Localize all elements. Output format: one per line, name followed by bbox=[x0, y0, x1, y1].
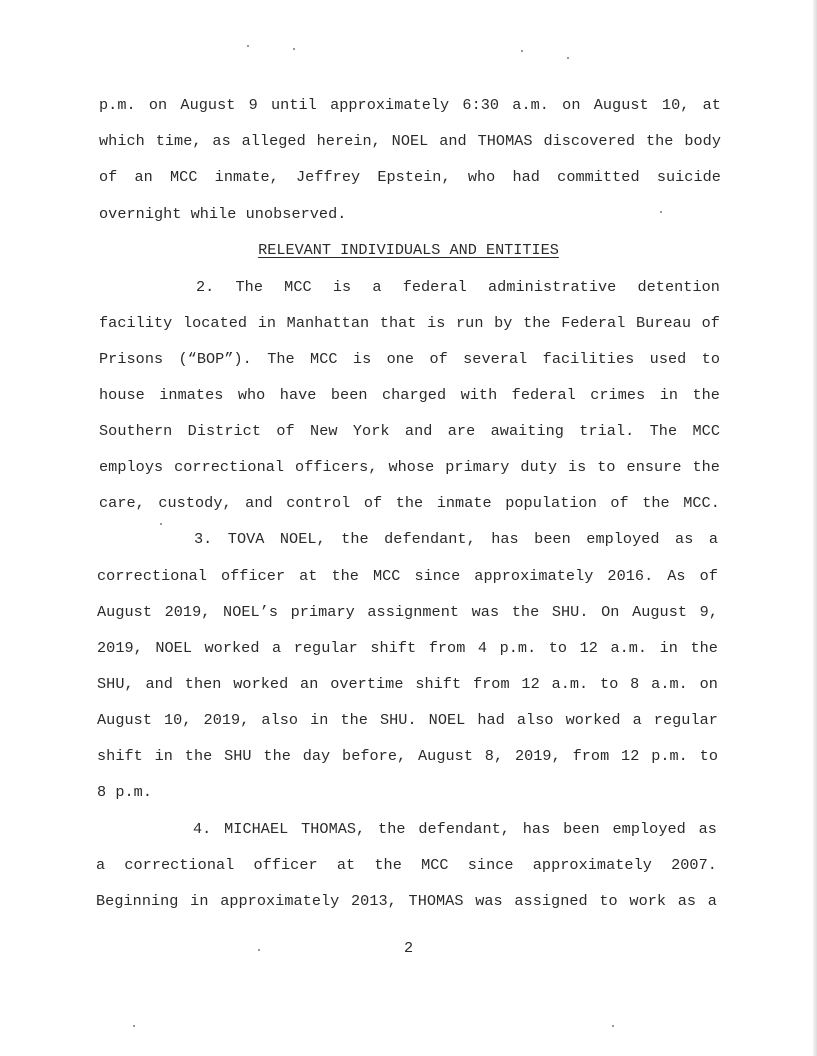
word: Bureau bbox=[636, 314, 691, 332]
word: NOEL bbox=[155, 639, 192, 657]
word: to bbox=[701, 350, 720, 368]
word: to bbox=[699, 747, 718, 765]
word: shift bbox=[415, 675, 462, 693]
word: SHU, bbox=[97, 675, 134, 693]
word: correctional bbox=[174, 458, 285, 476]
word: also bbox=[516, 711, 554, 729]
text-line bbox=[97, 710, 718, 730]
word: The bbox=[267, 350, 295, 368]
text-line bbox=[99, 385, 720, 405]
word: care, bbox=[99, 494, 145, 512]
word: to bbox=[599, 892, 618, 910]
word: August bbox=[632, 603, 688, 621]
word: inmate, bbox=[214, 168, 279, 186]
word: crimes bbox=[590, 386, 646, 404]
word: awaiting bbox=[490, 422, 564, 440]
scan-speck bbox=[660, 211, 662, 213]
word: as bbox=[212, 132, 231, 150]
word: custody, bbox=[158, 494, 232, 512]
word: MCC bbox=[421, 856, 449, 874]
word: had bbox=[477, 711, 505, 729]
text-line bbox=[97, 746, 718, 766]
word: is bbox=[332, 278, 352, 296]
word: several bbox=[463, 350, 528, 368]
word: a bbox=[708, 530, 718, 548]
word: Epstein, bbox=[377, 168, 451, 186]
word: from bbox=[572, 747, 610, 765]
word: shift bbox=[370, 639, 417, 657]
text-line bbox=[96, 891, 717, 911]
word: a.m. bbox=[610, 639, 648, 657]
word: defendant, bbox=[384, 530, 476, 548]
word: from bbox=[428, 639, 466, 657]
section-heading-text: RELEVANT INDIVIDUALS AND ENTITIES bbox=[258, 241, 559, 259]
word: an bbox=[300, 675, 319, 693]
word: 12 bbox=[579, 639, 598, 657]
word: has bbox=[491, 530, 519, 548]
word: the bbox=[692, 458, 720, 476]
word: MCC bbox=[170, 168, 198, 186]
word: defendant, bbox=[418, 820, 510, 838]
word: of bbox=[363, 494, 383, 512]
scan-speck bbox=[160, 523, 162, 525]
word: who bbox=[237, 386, 266, 404]
word: work bbox=[629, 892, 667, 910]
word: SHU. bbox=[379, 711, 417, 729]
word: 2019, bbox=[97, 639, 143, 657]
word: on bbox=[148, 96, 168, 114]
word: (“BOP”). bbox=[178, 350, 252, 368]
word: also bbox=[261, 711, 299, 729]
word: on bbox=[699, 675, 718, 693]
word: is bbox=[352, 350, 372, 368]
word: alleged bbox=[241, 132, 306, 150]
word: Manhattan bbox=[286, 314, 370, 332]
word: who bbox=[467, 168, 496, 186]
word: 6:30 bbox=[462, 96, 500, 114]
word: p.m. bbox=[99, 96, 136, 114]
text-line bbox=[99, 95, 721, 115]
word: employed bbox=[586, 530, 660, 548]
word: had bbox=[512, 168, 540, 186]
word: August bbox=[97, 711, 152, 729]
word: a bbox=[96, 856, 106, 874]
word: and bbox=[145, 675, 173, 693]
word: the bbox=[642, 494, 670, 512]
text-line bbox=[99, 313, 720, 333]
word: TOVA bbox=[227, 530, 265, 548]
word: by bbox=[494, 314, 513, 332]
word: with bbox=[460, 386, 498, 404]
word: of bbox=[429, 350, 448, 368]
word: population bbox=[505, 494, 597, 512]
word: the bbox=[331, 567, 359, 585]
word: approximately bbox=[220, 892, 340, 910]
word: facilities bbox=[542, 350, 635, 368]
word: 10, bbox=[661, 96, 690, 114]
word: SHU. bbox=[551, 603, 589, 621]
word: Jeffrey bbox=[296, 168, 361, 186]
word: 12 bbox=[621, 747, 640, 765]
word: regular bbox=[293, 639, 358, 657]
word: SHU bbox=[224, 747, 252, 765]
word: body bbox=[684, 132, 721, 150]
word: at bbox=[702, 96, 721, 114]
word: has bbox=[522, 820, 551, 838]
word: 9 bbox=[248, 96, 258, 114]
text-line bbox=[99, 349, 720, 369]
word: and bbox=[245, 494, 273, 512]
word: 10, bbox=[164, 711, 192, 729]
word: discovered bbox=[543, 132, 636, 150]
word: house bbox=[99, 386, 145, 404]
word: 9, bbox=[699, 603, 718, 621]
word: 2016. bbox=[607, 567, 654, 585]
word: herein, bbox=[316, 132, 381, 150]
word: to bbox=[600, 675, 619, 693]
word: primary bbox=[290, 603, 355, 621]
word: federal bbox=[402, 278, 467, 296]
word: August bbox=[180, 96, 236, 114]
word: in bbox=[310, 711, 329, 729]
scan-speck bbox=[612, 1025, 614, 1027]
word: the bbox=[374, 856, 402, 874]
word: MCC bbox=[284, 278, 312, 296]
word: a.m. bbox=[512, 96, 549, 114]
word: been bbox=[534, 530, 571, 548]
word: the bbox=[378, 820, 406, 838]
word: 2019, bbox=[164, 603, 211, 621]
word: THOMAS bbox=[477, 132, 533, 150]
word: approximately bbox=[474, 567, 594, 585]
word: August bbox=[418, 747, 473, 765]
word: the bbox=[263, 747, 291, 765]
word: p.m. bbox=[499, 639, 537, 657]
word: the bbox=[511, 603, 540, 621]
word: Prisons bbox=[99, 350, 164, 368]
word: run bbox=[456, 314, 484, 332]
word: MCC. bbox=[683, 494, 720, 512]
word: Southern bbox=[99, 422, 173, 440]
word: ensure bbox=[626, 458, 682, 476]
word: administrative bbox=[488, 278, 617, 296]
word: MICHAEL bbox=[224, 820, 289, 838]
word: August bbox=[97, 603, 152, 621]
word: whose bbox=[388, 458, 435, 476]
word: Beginning bbox=[96, 892, 179, 910]
word: as bbox=[675, 530, 694, 548]
text-line: overnight while unobserved. bbox=[99, 205, 347, 223]
word: the bbox=[523, 314, 551, 332]
word: used bbox=[649, 350, 687, 368]
text-line bbox=[96, 855, 717, 875]
word: The bbox=[649, 422, 678, 440]
word: located bbox=[182, 314, 248, 332]
word: 4. bbox=[193, 820, 212, 838]
word: 2. bbox=[196, 278, 215, 296]
word: and bbox=[439, 132, 467, 150]
word: trial. bbox=[579, 422, 635, 440]
word: primary bbox=[445, 458, 510, 476]
word: the bbox=[340, 711, 368, 729]
word: are bbox=[447, 422, 476, 440]
text-line: 8 p.m. bbox=[97, 783, 152, 801]
word: committed bbox=[557, 168, 640, 186]
word: overtime bbox=[330, 675, 404, 693]
word: the bbox=[395, 494, 424, 512]
word: then bbox=[184, 675, 222, 693]
word: until bbox=[271, 96, 317, 114]
word: approximately bbox=[330, 96, 450, 114]
word: The bbox=[235, 278, 263, 296]
word: of bbox=[701, 314, 720, 332]
word: was bbox=[475, 892, 503, 910]
word: THOMAS bbox=[408, 892, 464, 910]
word: the bbox=[645, 132, 674, 150]
word: a bbox=[272, 639, 282, 657]
word: p.m. bbox=[651, 747, 688, 765]
word: in bbox=[257, 314, 277, 332]
scan-speck bbox=[567, 57, 569, 59]
word: NOEL, bbox=[279, 530, 326, 548]
word: detention bbox=[637, 278, 720, 296]
word: Federal bbox=[561, 314, 626, 332]
word: control bbox=[286, 494, 351, 512]
word: day bbox=[302, 747, 331, 765]
word: employs bbox=[99, 458, 164, 476]
scan-speck bbox=[521, 50, 523, 52]
word: assignment bbox=[367, 603, 460, 621]
word: in bbox=[659, 639, 678, 657]
word: at bbox=[336, 856, 356, 874]
word: NOEL’s bbox=[223, 603, 279, 621]
word: in bbox=[190, 892, 209, 910]
word: inmates bbox=[159, 386, 224, 404]
word: in bbox=[154, 747, 173, 765]
word: New bbox=[310, 422, 338, 440]
word: NOEL bbox=[428, 711, 466, 729]
word: that bbox=[379, 314, 417, 332]
word: of bbox=[610, 494, 629, 512]
word: one bbox=[386, 350, 415, 368]
word: facility bbox=[99, 314, 173, 332]
word: from bbox=[472, 675, 510, 693]
word: is bbox=[427, 314, 446, 332]
page-edge-shadow bbox=[813, 0, 817, 1056]
word: which bbox=[99, 132, 145, 150]
word: District bbox=[187, 422, 261, 440]
word: time, bbox=[155, 132, 202, 150]
text-line bbox=[99, 421, 720, 441]
word: York bbox=[352, 422, 390, 440]
word: is bbox=[567, 458, 587, 476]
word: since bbox=[467, 856, 514, 874]
word: 2013, bbox=[351, 892, 397, 910]
word: of bbox=[276, 422, 295, 440]
word: suicide bbox=[656, 168, 721, 186]
word: 4 bbox=[477, 639, 488, 657]
word: August bbox=[593, 96, 649, 114]
word: employed bbox=[612, 820, 686, 838]
word: correctional bbox=[97, 567, 207, 585]
word: 2019, bbox=[514, 747, 561, 765]
word: before, bbox=[342, 747, 407, 765]
text-line bbox=[99, 493, 720, 513]
word: have bbox=[279, 386, 317, 404]
word: 3. bbox=[194, 530, 213, 548]
word: assigned bbox=[514, 892, 588, 910]
word: MCC bbox=[372, 567, 401, 585]
word: at bbox=[299, 567, 318, 585]
word: 8, bbox=[484, 747, 504, 765]
text-line bbox=[97, 566, 718, 586]
word: duty bbox=[520, 458, 558, 476]
word: been bbox=[563, 820, 600, 838]
text-line bbox=[194, 529, 718, 549]
word: a bbox=[707, 892, 717, 910]
word: the bbox=[692, 386, 720, 404]
word: as bbox=[677, 892, 697, 910]
word: 8 bbox=[630, 675, 640, 693]
word: an bbox=[134, 168, 153, 186]
word: the bbox=[690, 639, 718, 657]
word: to bbox=[548, 639, 568, 657]
word: 12 bbox=[521, 675, 540, 693]
word: MCC bbox=[692, 422, 720, 440]
word: and bbox=[404, 422, 433, 440]
word: NOEL bbox=[391, 132, 429, 150]
word: worked bbox=[233, 675, 289, 693]
word: a bbox=[372, 278, 382, 296]
scan-speck bbox=[293, 48, 295, 50]
text-line bbox=[193, 819, 717, 839]
word: on bbox=[562, 96, 581, 114]
text-line bbox=[97, 674, 718, 694]
page-number: 2 bbox=[403, 939, 414, 957]
word: a.m. bbox=[651, 675, 688, 693]
word: worked bbox=[204, 639, 260, 657]
scan-speck bbox=[258, 949, 260, 951]
word: shift bbox=[97, 747, 143, 765]
word: was bbox=[471, 603, 500, 621]
word: worked bbox=[565, 711, 621, 729]
word: On bbox=[601, 603, 620, 621]
word: officer bbox=[253, 856, 318, 874]
text-line bbox=[196, 277, 720, 297]
text-line bbox=[97, 602, 718, 622]
word: correctional bbox=[124, 856, 235, 874]
scan-speck bbox=[133, 1025, 135, 1027]
text-line bbox=[97, 638, 718, 658]
text-line bbox=[99, 131, 721, 151]
word: inmate bbox=[436, 494, 492, 512]
word: of bbox=[99, 168, 118, 186]
word: As bbox=[667, 567, 686, 585]
word: the bbox=[341, 530, 369, 548]
word: as bbox=[698, 820, 717, 838]
word: since bbox=[414, 567, 461, 585]
word: to bbox=[597, 458, 616, 476]
word: 2007. bbox=[671, 856, 717, 874]
word: MCC bbox=[310, 350, 338, 368]
text-line bbox=[99, 457, 720, 477]
word: officer bbox=[220, 567, 286, 585]
word: a bbox=[632, 711, 642, 729]
word: charged bbox=[381, 386, 447, 404]
word: of bbox=[699, 567, 718, 585]
word: the bbox=[184, 747, 213, 765]
section-heading bbox=[0, 240, 817, 260]
word: regular bbox=[653, 711, 718, 729]
word: officers, bbox=[295, 458, 378, 476]
word: in bbox=[659, 386, 679, 404]
word: been bbox=[330, 386, 368, 404]
word: a.m. bbox=[551, 675, 589, 693]
word: 2019, bbox=[203, 711, 250, 729]
word: THOMAS, bbox=[301, 820, 366, 838]
word: approximately bbox=[532, 856, 652, 874]
word: federal bbox=[511, 386, 576, 404]
text-line bbox=[99, 167, 721, 187]
scan-speck bbox=[247, 45, 249, 47]
